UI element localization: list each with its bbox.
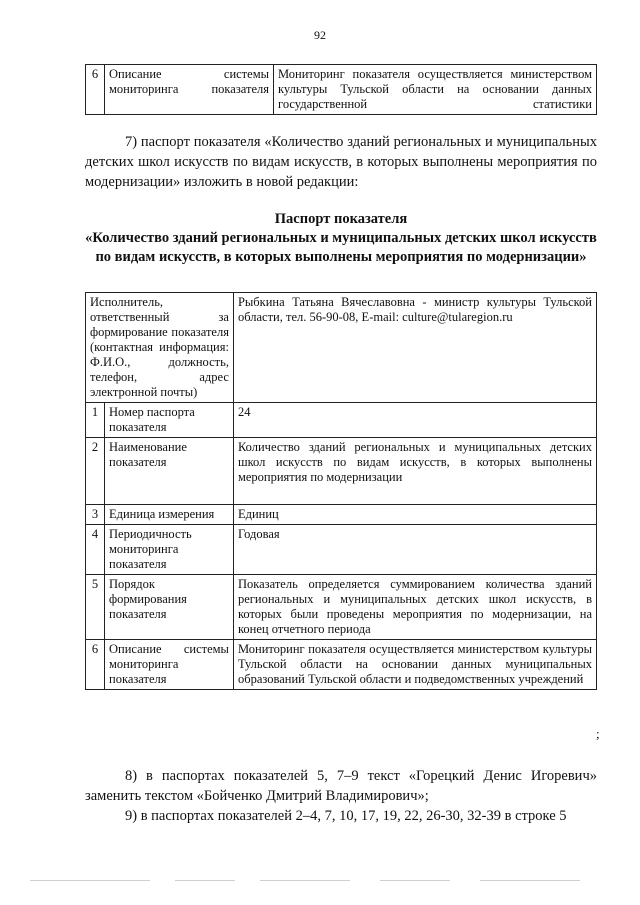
continued-table: [85, 64, 597, 115]
row-number: 6: [86, 65, 105, 115]
scan-artifact-line: [0, 880, 640, 886]
paragraph-8: 8) в паспортах показателей 5, 7–9 текст «Горецкий Денис Игоревич» заменить текстом «Бойченко Дмитрий Владимирович»;: [85, 768, 597, 804]
table-row: [86, 438, 597, 505]
table-row: [86, 505, 597, 525]
row-number: 5: [86, 575, 105, 640]
row-label: Единица измерения: [105, 505, 234, 525]
row-number: 4: [86, 525, 105, 575]
row-label: Номер паспорта показателя: [105, 403, 234, 438]
table-row: [86, 403, 597, 438]
row-value: Мониторинг показателя осуществляется министерством культуры Тульской области на основании данных государственной статистики: [274, 65, 597, 115]
row-label: Описание системы мониторинга показателя: [105, 640, 234, 690]
row-value: Мониторинг показателя осуществляется министерством культуры Тульской области на основании данных муниципальных образований Тульской области и подведомственных учреждений: [233, 640, 596, 690]
row-value: Единиц: [233, 505, 596, 525]
row-number: 3: [86, 505, 105, 525]
table-row: [86, 525, 597, 575]
row-value: Годовая: [233, 525, 596, 575]
row-label: Периодичность мониторинга показателя: [105, 525, 234, 575]
paragraph-7: 7) паспорт показателя «Количество зданий региональных и муниципальных детских школ искусств по видам искусств, в которых выполнены мероприятия по модернизации» изложить в новой редакции:: [85, 134, 597, 190]
table-end-semicolon: ;: [596, 726, 600, 741]
row-value: Показатель определяется суммированием количества зданий региональных и муниципальных детских школ искусств, в которых были проведены мероприятия по модернизации, на конец отчетного периода: [233, 575, 596, 640]
table-row: [86, 293, 597, 403]
row-value: Количество зданий региональных и муниципальных детских школ искусств по видам искусств, в которых выполнены мероприятия по модернизации: [233, 438, 596, 505]
header-value: Рыбкина Татьяна Вячеславовна - министр культуры Тульской области, тел. 56-90-08, E-mail: culture@tularegion.ru: [233, 293, 596, 403]
row-number: 2: [86, 438, 105, 505]
passport-title: Паспорт показателя: [274, 211, 408, 227]
page-number: 92: [314, 28, 326, 42]
row-label: Описание системы мониторинга показателя: [105, 65, 274, 115]
header-label: Исполнитель, ответственный за формирование показателя (контактная информация: Ф.И.О., должность, телефон, адрес электронной почты): [86, 293, 234, 403]
paragraph-9: 9) в паспортах показателей 2–4, 7, 10, 17, 19, 22, 26-30, 32-39 в строке 5: [125, 808, 567, 824]
table-row: [86, 65, 597, 115]
table-row: [86, 640, 597, 690]
passport-table: [85, 292, 597, 690]
row-value: 24: [233, 403, 596, 438]
passport-subtitle: «Количество зданий региональных и муниципальных детских школ искусств по видам искусств, в которых выполнены мероприятия по модернизации»: [85, 230, 597, 265]
row-number: 6: [86, 640, 105, 690]
table-row: [86, 575, 597, 640]
row-number: 1: [86, 403, 105, 438]
row-label: Наименование показателя: [105, 438, 234, 505]
row-label: Порядок формирования показателя: [105, 575, 234, 640]
